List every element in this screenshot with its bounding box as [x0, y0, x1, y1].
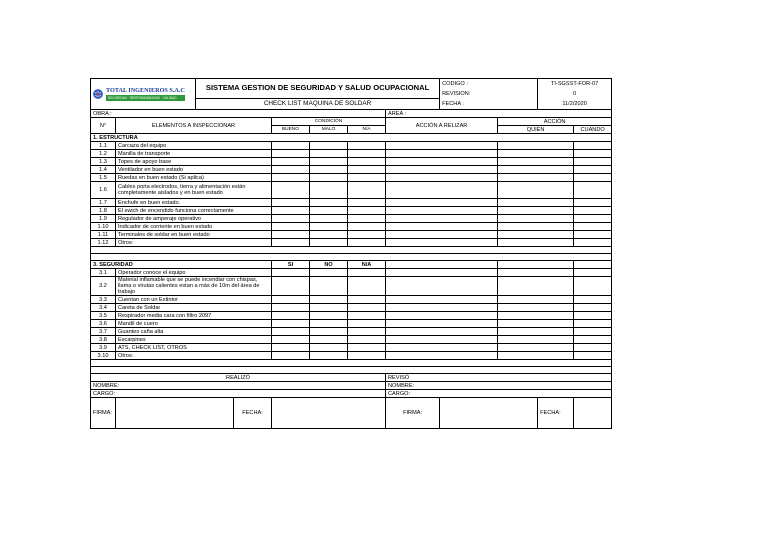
- action-to-take-field[interactable]: [386, 320, 498, 328]
- check-na[interactable]: [348, 166, 386, 174]
- reviewed-by-name-field[interactable]: NOMBRE:: [386, 382, 612, 390]
- when-field[interactable]: [574, 352, 612, 360]
- who-field[interactable]: [498, 269, 574, 277]
- col-good: BUENO: [272, 126, 310, 134]
- col-when: CUANDO: [574, 126, 612, 134]
- item-description: Regulador de amperaje operativo: [116, 215, 272, 223]
- check-bad[interactable]: [310, 142, 348, 150]
- when-field[interactable]: [574, 142, 612, 150]
- action-to-take-field[interactable]: [386, 158, 498, 166]
- section-seguridad-title: 3. SEGURIDAD: [91, 261, 272, 269]
- check-good[interactable]: [272, 207, 310, 215]
- check-na[interactable]: [348, 158, 386, 166]
- action-to-take-field[interactable]: [386, 344, 498, 352]
- when-field[interactable]: [574, 336, 612, 344]
- who-field[interactable]: [498, 239, 574, 247]
- made-by-signature-label: FIRMA:: [91, 398, 116, 429]
- check-na[interactable]: [348, 174, 386, 182]
- checklist-row: [91, 150, 612, 158]
- check-na[interactable]: [348, 328, 386, 336]
- item-description: Otros:: [116, 352, 272, 360]
- item-description: Guantes caña alta: [116, 328, 272, 336]
- when-field[interactable]: [574, 312, 612, 320]
- check-na[interactable]: [348, 239, 386, 247]
- checklist-row: [91, 352, 612, 360]
- check-na[interactable]: [348, 352, 386, 360]
- spacer-row: [91, 367, 612, 374]
- item-number: 3.4: [91, 304, 116, 312]
- check-bad[interactable]: [310, 320, 348, 328]
- item-description: Material inflamable que se puede incendiar con chispas, llama o virutas calientes estan a más de 10m del área de trabajo: [116, 277, 272, 296]
- item-description: Topes de apoyo base: [116, 158, 272, 166]
- item-number: 3.6: [91, 320, 116, 328]
- item-description: Respirador media cara con filtro 2097: [116, 312, 272, 320]
- checklist-row: [91, 344, 612, 352]
- check-na[interactable]: [348, 269, 386, 277]
- when-field[interactable]: [574, 269, 612, 277]
- when-field[interactable]: [574, 174, 612, 182]
- spacer-row: [91, 360, 612, 367]
- checklist-row: [91, 277, 612, 296]
- check-good[interactable]: [272, 215, 310, 223]
- checklist-row: [91, 174, 612, 182]
- when-field[interactable]: [574, 215, 612, 223]
- reviewed-by-position-field[interactable]: CARGO:: [386, 390, 612, 398]
- item-description: Careta de Soldar: [116, 304, 272, 312]
- col-elements: ELEMENTOS A INSPECCIONAR: [116, 118, 272, 134]
- who-field[interactable]: [498, 277, 574, 296]
- col-na-seguridad: N/A: [348, 261, 386, 269]
- check-bad[interactable]: [310, 269, 348, 277]
- item-number: 1.6: [91, 182, 116, 199]
- check-na[interactable]: [348, 344, 386, 352]
- revision-value: 0: [538, 89, 612, 99]
- made-by-position-field[interactable]: CARGO:: [91, 390, 386, 398]
- who-field[interactable]: [498, 320, 574, 328]
- check-na[interactable]: [348, 223, 386, 231]
- action-to-take-field[interactable]: [386, 312, 498, 320]
- check-good[interactable]: [272, 182, 310, 199]
- check-good[interactable]: [272, 231, 310, 239]
- check-good[interactable]: [272, 328, 310, 336]
- checklist-sheet: [90, 78, 611, 429]
- company-tagline: SEGURIDAD · RESPONSABILIDAD · CALIDAD: [106, 95, 185, 101]
- revision-label: REVISION:: [440, 89, 538, 99]
- action-to-take-field[interactable]: [386, 223, 498, 231]
- action-to-take-field[interactable]: [386, 239, 498, 247]
- company-name: TOTAL INGENIEROS S.A.C: [106, 86, 185, 94]
- item-description: Ventilador en buen estado: [116, 166, 272, 174]
- checklist-row: [91, 239, 612, 247]
- check-bad[interactable]: [310, 215, 348, 223]
- item-number: 1.7: [91, 199, 116, 207]
- check-good[interactable]: [272, 199, 310, 207]
- item-number: 3.9: [91, 344, 116, 352]
- item-number: 1.5: [91, 174, 116, 182]
- item-description: Cables porta electrodos, tierra y alimentación están completamente aislados y en buen estado: [116, 182, 272, 199]
- company-globe-icon: [93, 89, 103, 99]
- made-by-date-field[interactable]: [272, 398, 386, 429]
- col-na: N/A: [348, 126, 386, 134]
- reviewed-by-date-label: FECHA:: [538, 398, 574, 429]
- col-num: N°: [91, 118, 116, 134]
- check-good[interactable]: [272, 277, 310, 296]
- made-by-heading: REALIZÓ: [91, 374, 386, 382]
- item-number: 3.3: [91, 296, 116, 304]
- item-number: 3.5: [91, 312, 116, 320]
- reviewed-by-signature-label: FIRMA:: [386, 398, 440, 429]
- check-na[interactable]: [348, 336, 386, 344]
- item-description: Operador conoce el equipo: [116, 269, 272, 277]
- check-na[interactable]: [348, 320, 386, 328]
- check-bad[interactable]: [310, 182, 348, 199]
- action-to-take-field[interactable]: [386, 182, 498, 199]
- check-na[interactable]: [348, 312, 386, 320]
- checklist-row: [91, 166, 612, 174]
- when-field[interactable]: [574, 223, 612, 231]
- item-number: 1.10: [91, 223, 116, 231]
- when-field[interactable]: [574, 277, 612, 296]
- item-description: Indicador de corriente en buen estado: [116, 223, 272, 231]
- check-bad[interactable]: [310, 231, 348, 239]
- check-good[interactable]: [272, 269, 310, 277]
- spacer-row: [91, 254, 612, 261]
- who-field[interactable]: [498, 223, 574, 231]
- item-number: 1.12: [91, 239, 116, 247]
- date-label: FECHA :: [440, 98, 538, 109]
- item-number: 3.10: [91, 352, 116, 360]
- check-na[interactable]: [348, 231, 386, 239]
- who-field[interactable]: [498, 352, 574, 360]
- who-field[interactable]: [498, 328, 574, 336]
- form-title: CHECK LIST MAQUINA DE SOLDAR: [196, 98, 440, 109]
- when-field[interactable]: [574, 158, 612, 166]
- check-good[interactable]: [272, 223, 310, 231]
- action-to-take-field[interactable]: [386, 142, 498, 150]
- when-field[interactable]: [574, 182, 612, 199]
- checklist-row: [91, 215, 612, 223]
- check-bad[interactable]: [310, 336, 348, 344]
- item-description: Otros:: [116, 239, 272, 247]
- check-na[interactable]: [348, 215, 386, 223]
- action-to-take-field[interactable]: [386, 231, 498, 239]
- item-description: Ruedas en buen estado (Si aplica): [116, 174, 272, 182]
- check-na[interactable]: [348, 296, 386, 304]
- made-by-date-label: FECHA:: [234, 398, 272, 429]
- who-field[interactable]: [498, 296, 574, 304]
- check-bad[interactable]: [310, 304, 348, 312]
- who-field[interactable]: [498, 199, 574, 207]
- check-good[interactable]: [272, 296, 310, 304]
- checklist-row: [91, 336, 612, 344]
- check-na[interactable]: [348, 304, 386, 312]
- check-bad[interactable]: [310, 174, 348, 182]
- item-description: Carcaza del equipo: [116, 142, 272, 150]
- when-field[interactable]: [574, 296, 612, 304]
- check-bad[interactable]: [310, 207, 348, 215]
- check-good[interactable]: [272, 150, 310, 158]
- when-field[interactable]: [574, 199, 612, 207]
- item-description: Mandil de cuero: [116, 320, 272, 328]
- section-estructura-items: [91, 142, 612, 247]
- checklist-row: [91, 199, 612, 207]
- checklist-row: [91, 328, 612, 336]
- item-description: Enchufe en buen estado.: [116, 199, 272, 207]
- reviewed-by-heading: REVISÓ: [386, 374, 612, 382]
- check-good[interactable]: [272, 158, 310, 166]
- check-good[interactable]: [272, 320, 310, 328]
- reviewed-by-signature-field[interactable]: [440, 398, 538, 429]
- check-good[interactable]: [272, 142, 310, 150]
- code-label: CODIGO :: [440, 79, 538, 89]
- action-to-take-field[interactable]: [386, 269, 498, 277]
- item-number: 1.8: [91, 207, 116, 215]
- who-field[interactable]: [498, 215, 574, 223]
- item-number: 1.11: [91, 231, 116, 239]
- check-na[interactable]: [348, 150, 386, 158]
- action-to-take-field[interactable]: [386, 215, 498, 223]
- checklist-row: [91, 304, 612, 312]
- check-bad[interactable]: [310, 199, 348, 207]
- item-description: Escarpines: [116, 336, 272, 344]
- check-good[interactable]: [272, 174, 310, 182]
- checklist-row: [91, 269, 612, 277]
- code-value: TI-SGSST-FOR-07: [538, 79, 612, 89]
- when-field[interactable]: [574, 328, 612, 336]
- checklist-row: [91, 223, 612, 231]
- check-na[interactable]: [348, 277, 386, 296]
- who-field[interactable]: [498, 158, 574, 166]
- col-who: QUIÉN: [498, 126, 574, 134]
- check-na[interactable]: [348, 142, 386, 150]
- item-number: 1.9: [91, 215, 116, 223]
- check-bad[interactable]: [310, 296, 348, 304]
- checklist-row: [91, 320, 612, 328]
- who-field[interactable]: [498, 150, 574, 158]
- who-field[interactable]: [498, 207, 574, 215]
- col-no: NO: [310, 261, 348, 269]
- check-good[interactable]: [272, 352, 310, 360]
- check-na[interactable]: [348, 199, 386, 207]
- check-bad[interactable]: [310, 166, 348, 174]
- action-to-take-field[interactable]: [386, 304, 498, 312]
- who-field[interactable]: [498, 344, 574, 352]
- check-good[interactable]: [272, 239, 310, 247]
- item-number: 1.2: [91, 150, 116, 158]
- check-bad[interactable]: [310, 277, 348, 296]
- action-to-take-field[interactable]: [386, 207, 498, 215]
- check-na[interactable]: [348, 182, 386, 199]
- check-bad[interactable]: [310, 223, 348, 231]
- who-field[interactable]: [498, 231, 574, 239]
- reviewed-by-date-field[interactable]: [574, 398, 612, 429]
- check-good[interactable]: [272, 304, 310, 312]
- col-bad: MALO: [310, 126, 348, 134]
- check-good[interactable]: [272, 344, 310, 352]
- action-to-take-field[interactable]: [386, 174, 498, 182]
- check-bad[interactable]: [310, 158, 348, 166]
- obra-label: OBRA :: [91, 110, 386, 118]
- col-si: SI: [272, 261, 310, 269]
- when-field[interactable]: [574, 304, 612, 312]
- action-to-take-field[interactable]: [386, 296, 498, 304]
- action-to-take-field[interactable]: [386, 166, 498, 174]
- col-action-to-take: ACCIÓN A RELIZAR: [386, 118, 498, 134]
- action-to-take-field[interactable]: [386, 199, 498, 207]
- when-field[interactable]: [574, 150, 612, 158]
- when-field[interactable]: [574, 320, 612, 328]
- check-na[interactable]: [348, 207, 386, 215]
- when-field[interactable]: [574, 166, 612, 174]
- system-title: SISTEMA GESTION DE SEGURIDAD Y SALUD OCUPACIONAL: [196, 79, 440, 99]
- item-description: Manilla de transporte: [116, 150, 272, 158]
- check-bad[interactable]: [310, 239, 348, 247]
- who-field[interactable]: [498, 304, 574, 312]
- item-description: Cuentan con un Extintor: [116, 296, 272, 304]
- action-to-take-field[interactable]: [386, 277, 498, 296]
- who-field[interactable]: [498, 174, 574, 182]
- checklist-row: [91, 296, 612, 304]
- item-number: 3.1: [91, 269, 116, 277]
- col-condition: CONDICIÓN: [272, 118, 386, 126]
- checklist-row: [91, 312, 612, 320]
- when-field[interactable]: [574, 239, 612, 247]
- company-logo: [91, 79, 196, 110]
- item-description: ATS, CHECK LIST, OTROS: [116, 344, 272, 352]
- spacer-row: [91, 247, 612, 254]
- item-description: Terminales de soldar en buen estado: [116, 231, 272, 239]
- check-bad[interactable]: [310, 312, 348, 320]
- action-to-take-field[interactable]: [386, 352, 498, 360]
- check-bad[interactable]: [310, 150, 348, 158]
- checklist-row: [91, 158, 612, 166]
- date-value: 11/2/2020: [538, 98, 612, 109]
- item-number: 1.1: [91, 142, 116, 150]
- checklist-row: [91, 182, 612, 199]
- checklist-table: [90, 78, 612, 429]
- made-by-signature-field[interactable]: [116, 398, 234, 429]
- action-to-take-field[interactable]: [386, 150, 498, 158]
- item-number: 3.8: [91, 336, 116, 344]
- who-field[interactable]: [498, 336, 574, 344]
- when-field[interactable]: [574, 231, 612, 239]
- check-good[interactable]: [272, 166, 310, 174]
- check-good[interactable]: [272, 336, 310, 344]
- check-bad[interactable]: [310, 344, 348, 352]
- who-field[interactable]: [498, 166, 574, 174]
- item-number: 1.3: [91, 158, 116, 166]
- made-by-name-field[interactable]: NOMBRE:: [91, 382, 386, 390]
- checklist-row: [91, 231, 612, 239]
- item-number: 1.4: [91, 166, 116, 174]
- check-good[interactable]: [272, 312, 310, 320]
- checklist-row: [91, 142, 612, 150]
- action-to-take-field[interactable]: [386, 336, 498, 344]
- check-bad[interactable]: [310, 352, 348, 360]
- who-field[interactable]: [498, 142, 574, 150]
- check-bad[interactable]: [310, 328, 348, 336]
- item-number: 3.7: [91, 328, 116, 336]
- col-action: ACCIÓN: [498, 118, 612, 126]
- section-estructura-title: 1. ESTRUCTURA: [91, 134, 612, 142]
- item-number: 3.2: [91, 277, 116, 296]
- checklist-row: [91, 207, 612, 215]
- item-description: El swich de encendido funciona correctamente: [116, 207, 272, 215]
- who-field[interactable]: [498, 312, 574, 320]
- who-field[interactable]: [498, 182, 574, 199]
- action-to-take-field[interactable]: [386, 328, 498, 336]
- area-label: AREA :: [386, 110, 612, 118]
- section-seguridad-items: [91, 269, 612, 360]
- when-field[interactable]: [574, 207, 612, 215]
- when-field[interactable]: [574, 344, 612, 352]
